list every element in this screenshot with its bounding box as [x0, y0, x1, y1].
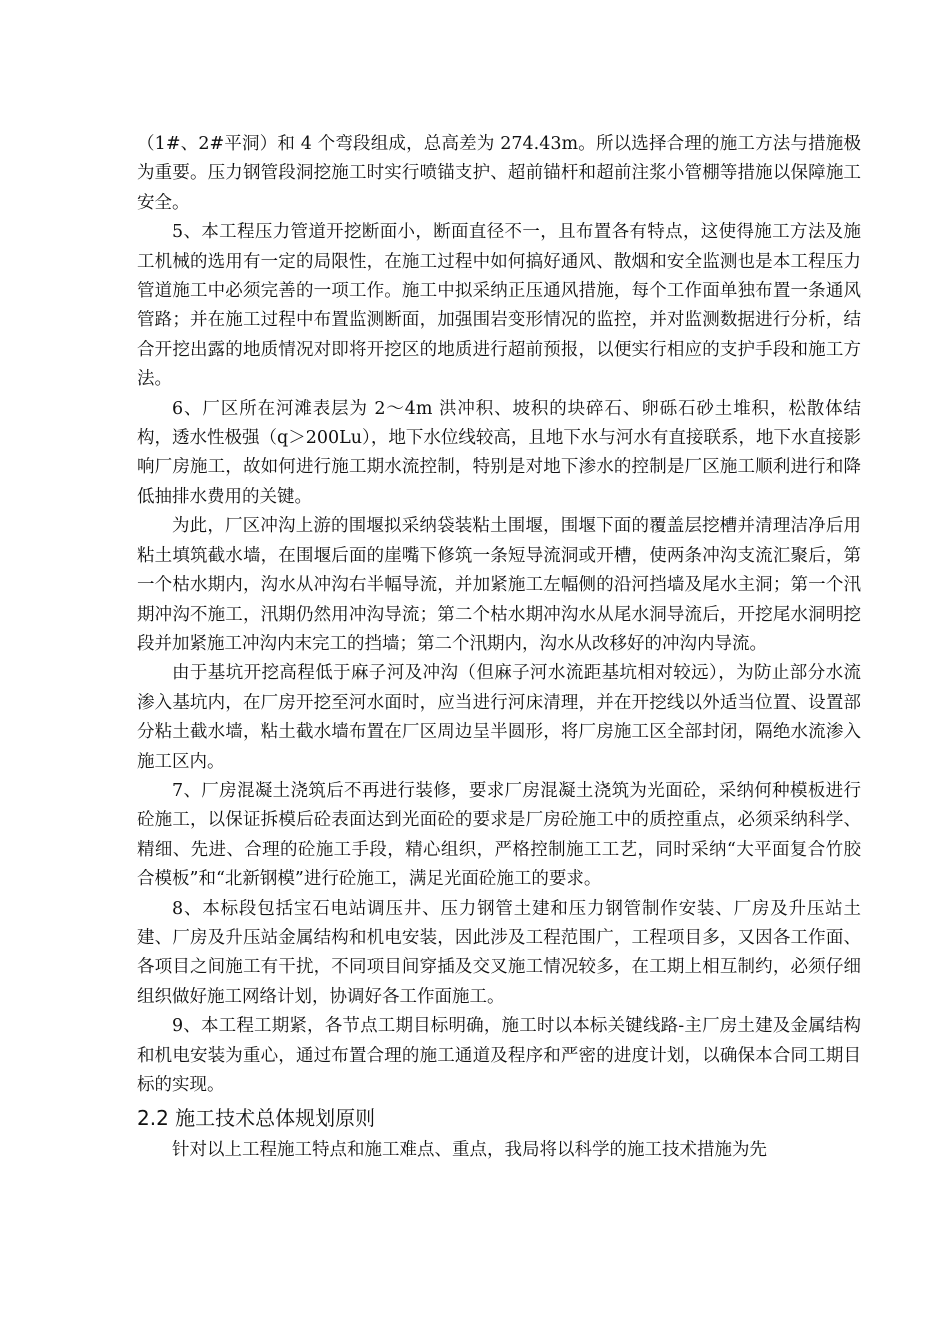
paragraph-item-9: 9、本工程工期紧，各节点工期目标明确，施工时以本标关键线路-主厂房土建及金属结构和机电安装为重心，通过布置合理的施工通道及程序和严密的进度计划，以确保本合同工期目标的实现。: [137, 1016, 861, 1095]
paragraph-continuation: （1#、2#平洞）和 4 个弯段组成，总高差为 274.43m。所以选择合理的施工方法与措施极为重要。压力钢管段洞挖施工时实行喷锚支护、超前锚杆和超前注浆小管棚等措施以保障施工安全。: [137, 134, 861, 213]
section-intro-paragraph: 针对以上工程施工特点和施工难点、重点，我局将以科学的施工技术措施为先: [172, 1140, 767, 1161]
document-body: [137, 130, 861, 1166]
paragraph-item-7: 7、厂房混凝土浇筑后不再进行装修，要求厂房混凝土浇筑为光面砼，采纳何种模板进行砼施工，以保证拆模后砼表面达到光面砼的要求是厂房砼施工中的质控重点，必须采纳科学、精细、先进、合理的砼施工手段，精心组织，严格控制施工工艺，同时采纳“大平面复合竹胶合模板”和“北新钢模”进行砼施工，满足光面砼施工的要求。: [137, 780, 861, 890]
paragraph-item-5: 5、本工程压力管道开挖断面小，断面直径不一，且布置各有特点，这使得施工方法及施工机械的选用有一定的局限性，在施工过程中如何搞好通风、散烟和安全监测也是本工程压力管道施工中必须完善的一项工作。施工中拟采纳正压通风措施，每个工作面单独布置一条通风管路；并在施工过程中布置监测断面，加强围岩变形情况的监控，并对监测数据进行分析，结合开挖出露的地质情况对即将开挖区的地质进行超前预报，以便实行相应的支护手段和施工方法。: [137, 222, 861, 390]
paragraph-item-6: 6、厂区所在河滩表层为 2～4m 洪冲积、坡积的块碎石、卵砾石砂土堆积，松散体结构，透水性极强（q＞200Lu），地下水位线较高，且地下水与河水有直接联系，地下水直接影响厂房施工，故如何进行施工期水流控制，特别是对地下渗水的控制是厂区施工顺利进行和降低抽排水费用的关键。: [137, 398, 861, 507]
paragraph-item-8: 8、本标段包括宝石电站调压井、压力钢管土建和压力钢管制作安装、厂房及升压站土建、厂房及升压站金属结构和机电安装，因此涉及工程范围广，工程项目多，又因各工作面、各项目之间施工有干扰，不同项目间穿插及交叉施工情况较多，在工期上相互制约，必须仔细组织做好施工网络计划，协调好各工作面施工。: [137, 898, 861, 1007]
paragraph-cofferdam: 为此，厂区冲沟上游的围堰拟采纳袋装粘土围堰，围堰下面的覆盖层挖槽并清理洁净后用粘土填筑截水墙，在围堰后面的崖嘴下修筑一条短导流洞或开槽，使两条冲沟支流汇聚后，第一个枯水期内，沟水从冲沟右半幅导流，并加紧施工左幅侧的沿河挡墙及尾水主洞；第一个汛期冲沟不施工，汛期仍然用冲沟导流；第二个枯水期冲沟水从尾水洞导流后，开挖尾水洞明挖段并加紧施工冲沟内末完工的挡墙；第二个汛期内，沟水从改移好的冲沟内导流。: [137, 516, 861, 654]
section-heading: 2.2 施工技术总体规划原则: [137, 1106, 376, 1131]
paragraph-foundation-pit: 由于基坑开挖高程低于麻子河及冲沟（但麻子河水流距基坑相对较远），为防止部分水流渗入基坑内，在厂房开挖至河水面时，应当进行河床清理，并在开挖线以外适当位置、设置部分粘土截水墙，粘土截水墙布置在厂区周边呈半圆形，将厂房施工区全部封闭，隔绝水流渗入施工区内。: [137, 663, 861, 772]
